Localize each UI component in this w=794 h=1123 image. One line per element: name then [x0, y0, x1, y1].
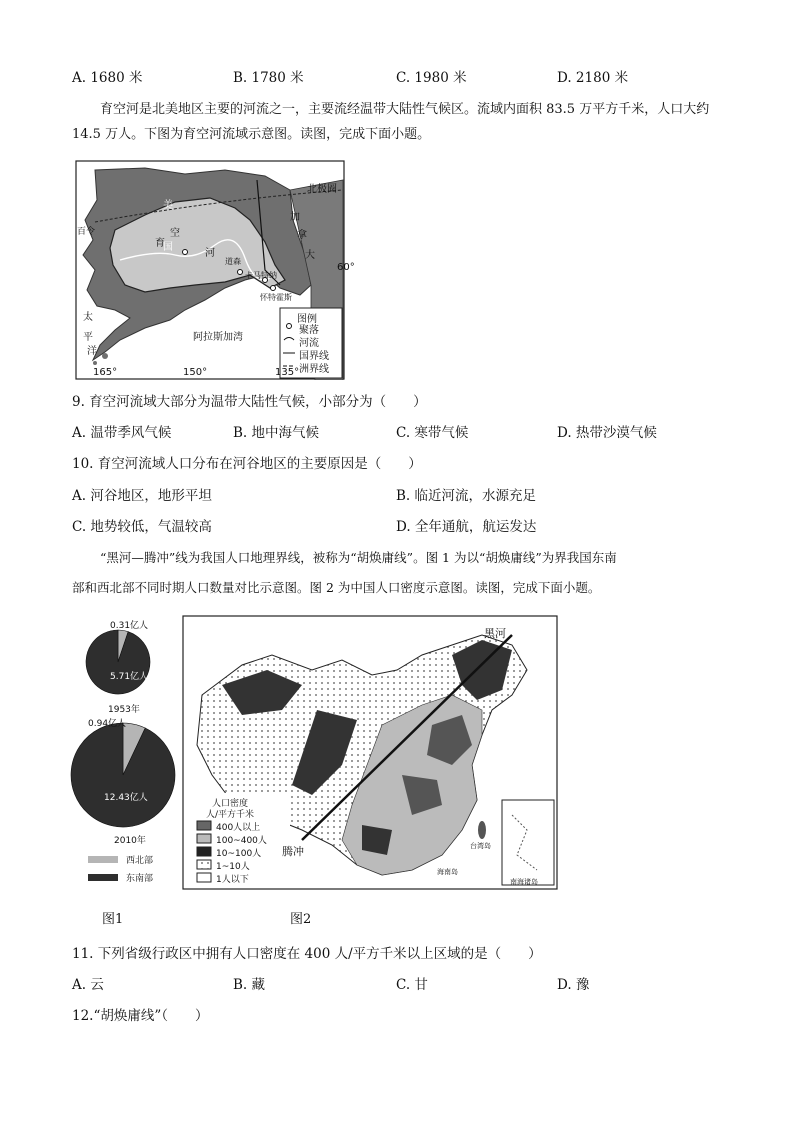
fig1-pie-charts: [68, 612, 180, 902]
pie-1953: [86, 630, 150, 694]
legend-continent-border: 洲界线: [299, 364, 329, 375]
label-pacific1: 太: [83, 312, 93, 323]
pie-svg: [68, 612, 180, 902]
label-lon165: 165°: [93, 367, 118, 378]
legend-northwest: 西北部: [126, 856, 154, 866]
caption-fig1: 图1: [102, 912, 124, 927]
label-baichen: 百令: [77, 227, 96, 237]
pie1-nw-label: 0.31亿人: [110, 621, 149, 631]
label-usa1: 美: [163, 200, 173, 211]
label-canada2: 拿: [297, 230, 307, 241]
q11-option-b: B. 藏: [233, 977, 266, 993]
yukon-map: [75, 160, 355, 380]
label-city1: 道森: [225, 257, 241, 266]
q12-stem: 12.“胡焕庸线”（ ）: [72, 1008, 209, 1024]
legend-national-border: 国界线: [299, 351, 329, 362]
pie2-nw-label: 0.94亿人: [88, 719, 127, 729]
q11-stem: 11. 下列省级行政区中拥有人口密度在 400 人/平方千米以上区域的是（ ）: [72, 946, 542, 962]
caption-fig2: 图2: [290, 912, 312, 927]
label-lon135: 135°: [275, 367, 300, 378]
pie-slice-0-1: [86, 630, 150, 694]
q10-options-row1: [0, 484, 794, 506]
label-city2: 卡马特纳: [245, 271, 277, 280]
fig2-legend-title: 人口密度: [212, 799, 249, 809]
fig2-legend-400plus: 400人以上: [216, 823, 261, 833]
q8-option-d: D. 2180 米: [557, 70, 629, 86]
intro-hu-line-2: 部和西北部不同时期人口数量对比示意图。图 2 为中国人口密度示意图。读图，完成下面小题。: [72, 580, 601, 595]
pie-slice-1-1: [71, 723, 175, 827]
label-usa2: 国: [163, 242, 173, 253]
legend-southeast: 东南部: [126, 874, 154, 884]
label-arctic: 北极圈: [307, 184, 337, 195]
intro-yukon: 育空河是北美地区主要的河流之一，主要流经温带大陆性气候区。流域内面积 83.5 万平方千米，人口大约 14.5 万人。下图为育空河流域示意图。读图，完成下面小题。: [72, 102, 710, 142]
label-canada3: 大: [305, 250, 315, 261]
q8-option-a: A. 1680 米: [72, 70, 143, 86]
pie2-year: 2010年: [114, 836, 146, 846]
q9-option-b: B. 地中海气候: [233, 425, 320, 441]
label-city3: 怀特霍斯: [260, 293, 292, 302]
fig2-legend-100-400: 100~400人: [216, 836, 267, 846]
q8-option-b: B. 1780 米: [233, 70, 304, 86]
label-lon150: 150°: [183, 367, 208, 378]
q10-option-b: B. 临近河流，水源充足: [396, 488, 537, 504]
q8-option-c: C. 1980 米: [396, 70, 467, 86]
q9-option-a: A. 温带季风气候: [72, 425, 172, 441]
legend-swatch-northwest: [88, 856, 118, 863]
label-heihe: 黑河: [484, 627, 506, 640]
label-tengchong: 腾冲: [282, 845, 304, 858]
intro-hu-line-1: “黑河—腾冲”线为我国人口地理界线，被称为“胡焕庸线”。图 1 为以“胡焕庸线”为界我国东南: [100, 550, 617, 565]
pie-2010: [71, 723, 175, 827]
pie1-se-label: 5.71亿人: [110, 672, 149, 682]
label-taiwan: 台湾岛: [470, 842, 491, 850]
q10-options-row2: [0, 515, 794, 537]
label-hainan: 海南岛: [437, 868, 458, 876]
legend-settlement: 聚落: [299, 325, 319, 336]
fig2-legend-unit: 人/平方千米: [206, 810, 255, 820]
fig2-legend-1-10: 1~10人: [216, 862, 250, 872]
label-pacific2: 平: [83, 332, 93, 343]
label-lat60: 60°: [337, 262, 355, 273]
legend-river: 河流: [299, 338, 319, 349]
pie1-year: 1953年: [108, 705, 140, 715]
q10-stem: 10. 育空河流域人口分布在河谷地区的主要原因是（ ）: [72, 456, 422, 472]
q11-option-c: C. 甘: [396, 977, 428, 993]
label-gulf: 阿拉斯加湾: [193, 332, 243, 343]
fig2-legend-10-100: 10~100人: [216, 849, 262, 859]
legend-swatch-southeast: [88, 874, 118, 881]
legend-title: 图例: [297, 314, 317, 325]
q11-option-d: D. 豫: [557, 977, 590, 993]
q9-options: [0, 421, 794, 443]
label-yukon2: 空: [170, 228, 180, 239]
q10-option-a: A. 河谷地区，地形平坦: [72, 488, 212, 504]
q9-option-d: D. 热带沙漠气候: [557, 425, 657, 441]
label-yukon3: 河: [205, 248, 215, 259]
label-yukon1: 育: [155, 238, 165, 249]
q11-option-a: A. 云: [72, 977, 104, 993]
q10-option-d: D. 全年通航，航运发达: [396, 519, 537, 535]
q10-option-c: C. 地势较低，气温较高: [72, 519, 212, 535]
fig2-china-density-map: [182, 615, 558, 890]
label-pacific3: 洋: [87, 346, 97, 357]
label-canada1: 加: [290, 212, 300, 223]
q11-options: [0, 973, 794, 995]
q9-stem: 9. 育空河流域大部分为温带大陆性气候，小部分为（ ）: [72, 394, 427, 410]
q8-options: [0, 66, 794, 88]
fig2-legend-below1: 1人以下: [216, 875, 249, 885]
pie2-se-label: 12.43亿人: [104, 793, 148, 803]
label-inset: 南海诸岛: [510, 878, 538, 886]
q9-option-c: C. 寒带气候: [396, 425, 469, 441]
